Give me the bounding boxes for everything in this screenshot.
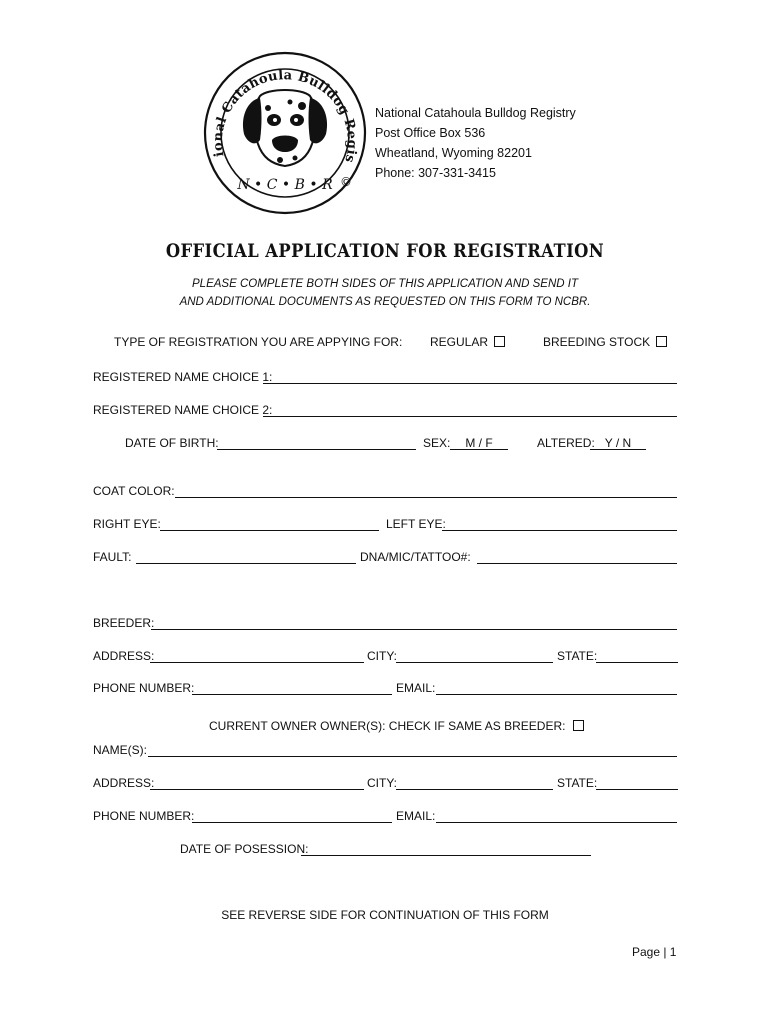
- dna-field[interactable]: [477, 563, 677, 564]
- right-eye-label: RIGHT EYE:: [93, 517, 161, 531]
- registry-address: [375, 103, 576, 183]
- breeder-field[interactable]: [151, 629, 677, 630]
- date-of-birth-label: DATE OF BIRTH:: [125, 436, 219, 450]
- left-eye-field[interactable]: [442, 530, 677, 531]
- registry-city-state: Wheatland, Wyoming 82201: [375, 146, 532, 160]
- breeding-stock-checkbox[interactable]: [656, 336, 667, 347]
- dna-label: DNA/MIC/TATTOO#:: [360, 550, 471, 564]
- owner-header-label: CURRENT OWNER OWNER(S): CHECK IF SAME AS BREEDER:: [209, 719, 566, 733]
- regular-checkbox[interactable]: [494, 336, 505, 347]
- fault-label: FAULT:: [93, 550, 132, 564]
- owner-phone-label: PHONE NUMBER:: [93, 809, 195, 823]
- owner-header: [209, 719, 584, 733]
- sex-options[interactable]: M / F: [450, 436, 508, 450]
- altered-label: ALTERED:: [537, 436, 595, 450]
- page-number: Page | 1: [632, 945, 677, 959]
- name-choice-2-field[interactable]: [263, 416, 677, 417]
- breeder-city-label: CITY:: [367, 649, 398, 663]
- breeder-phone-field[interactable]: [192, 694, 392, 695]
- breeding-stock-label: BREEDING STOCK: [543, 335, 651, 349]
- owner-email-label: EMAIL:: [396, 809, 436, 823]
- altered-options[interactable]: Y / N: [590, 436, 646, 450]
- owner-names-field[interactable]: [148, 756, 677, 757]
- owner-email-field[interactable]: [436, 822, 677, 823]
- breeder-state-label: STATE:: [557, 649, 598, 663]
- page-title: OFFICIAL APPLICATION FOR REGISTRATION: [165, 240, 605, 262]
- ncbr-logo: [200, 48, 370, 218]
- breeder-address-label: ADDRESS:: [93, 649, 155, 663]
- breeder-state-field[interactable]: [596, 662, 678, 663]
- copyright-icon: ©: [340, 175, 352, 189]
- coat-color-label: COAT COLOR:: [93, 484, 175, 498]
- owner-address-label: ADDRESS:: [93, 776, 155, 790]
- owner-state-field[interactable]: [596, 789, 678, 790]
- logo-initials: N • C • B • R: [237, 177, 333, 193]
- breeder-address-field[interactable]: [150, 662, 364, 663]
- registry-name: National Catahoula Bulldog Registry: [375, 106, 576, 120]
- right-eye-field[interactable]: [160, 530, 379, 531]
- left-eye-label: LEFT EYE:: [386, 517, 446, 531]
- breeder-label: BREEDER:: [93, 616, 155, 630]
- instruction-line-2: AND ADDITIONAL DOCUMENTS AS REQUESTED ON THIS FORM TO NCBR.: [179, 296, 591, 308]
- owner-address-field[interactable]: [150, 789, 364, 790]
- ncbr-seal-icon: [200, 48, 370, 218]
- name-choice-1-label: REGISTERED NAME CHOICE 1:: [93, 370, 273, 384]
- breeder-email-field[interactable]: [436, 694, 677, 695]
- regular-label: REGULAR: [430, 335, 489, 349]
- breeding-stock-option[interactable]: [543, 335, 667, 349]
- date-of-birth-field[interactable]: [217, 449, 416, 450]
- owner-city-label: CITY:: [367, 776, 398, 790]
- logo-ring-text: ional Catahoula Bulldog Regis: [210, 68, 360, 165]
- owner-names-label: NAME(S):: [93, 743, 147, 757]
- registration-type-label: TYPE OF REGISTRATION YOU ARE APPYING FOR:: [114, 335, 403, 349]
- date-of-possession-field[interactable]: [301, 855, 591, 856]
- breeder-email-label: EMAIL:: [396, 681, 436, 695]
- owner-phone-field[interactable]: [192, 822, 392, 823]
- continuation-note: SEE REVERSE SIDE FOR CONTINUATION OF THIS FORM: [221, 908, 549, 922]
- fault-field[interactable]: [136, 563, 356, 564]
- name-choice-2-label: REGISTERED NAME CHOICE 2:: [93, 403, 273, 417]
- same-as-breeder-checkbox[interactable]: [573, 720, 584, 731]
- breeder-phone-label: PHONE NUMBER:: [93, 681, 195, 695]
- breeder-city-field[interactable]: [396, 662, 553, 663]
- registry-phone: Phone: 307-331-3415: [375, 166, 496, 180]
- instruction-line-1: PLEASE COMPLETE BOTH SIDES OF THIS APPLICATION AND SEND IT: [192, 278, 578, 290]
- registry-po-box: Post Office Box 536: [375, 126, 486, 140]
- date-of-possession-label: DATE OF POSESSION:: [180, 842, 309, 856]
- regular-option[interactable]: [430, 335, 505, 349]
- name-choice-1-field[interactable]: [263, 383, 677, 384]
- sex-label: SEX:: [423, 436, 451, 450]
- dog-head-icon: [243, 90, 327, 166]
- owner-city-field[interactable]: [396, 789, 553, 790]
- coat-color-field[interactable]: [175, 497, 677, 498]
- owner-state-label: STATE:: [557, 776, 598, 790]
